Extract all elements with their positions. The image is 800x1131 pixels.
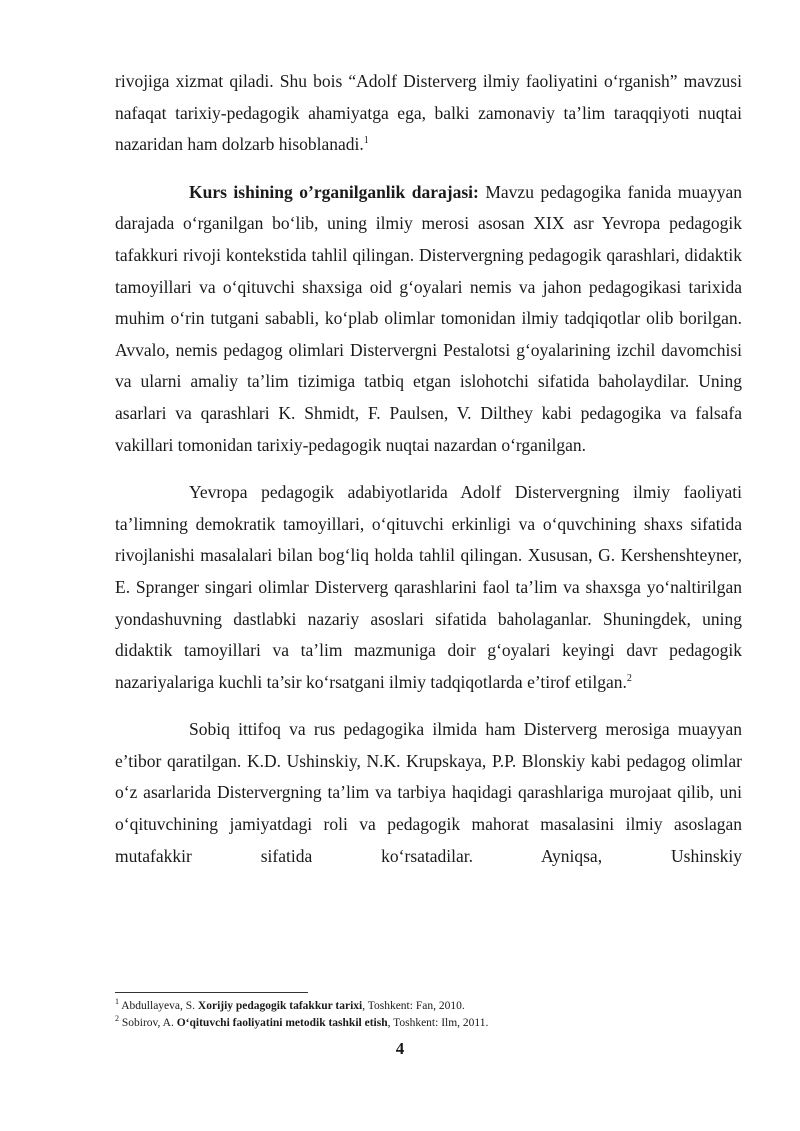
footnotes: [115, 992, 742, 1032]
paragraph-soviet-pedagogy: Sobiq ittifoq va rus pedagogika ilmida ham Disterverg merosiga muayyan e’tibor qaratilgan. K.D. Ushinskiy, N.K. Krupskaya, P.P. Blonskiy kabi pedagog olimlar o‘z asarlarida Distervergning ta’lim va tarbiya haqidagi qarashlariga murojaat qilib, uni o‘qituvchining jamiyatdagi roli va pedagogik mahorat masalasini ilmiy asoslagan mutafakkir sifatida ko‘rsatadilar. Ayniqsa, Ushinskiy: [115, 719, 742, 866]
section-heading: Kurs ishining o’rganilganlik darajasi:: [189, 181, 479, 202]
footnote-divider: [115, 992, 308, 993]
footnote-ref-1: 1: [363, 135, 369, 147]
page-number: 4: [395, 1039, 405, 1058]
footnote-1: $^1$ Abdullayeva, S. Xorijiy pedagogik tafakkur tarixi, Toshkent: Fan, 2010.: [115, 997, 465, 1012]
paragraph-intro-text: rivojiga xizmat qiladi. Shu bois “Adolf Disterverg ilmiy faoliyatini o‘rganish” mavzusi nafaqat tarixiy-pedagogik ahamiyatga ega, balki zamonaviy ta’lim taraqqiyoti nuqtai nazaridan ham dolzarb hisoblanadi.: [115, 71, 742, 155]
paragraph-european-literature-text: Yevropa pedagogik adabiyotlarida Adolf Distervergning ilmiy faoliyati ta’limning demokratik tamoyillari, o‘qituvchi erkinligi va o‘quvchining shaxs sifatida rivojlanishi masalalari bilan bog‘liq holda tahlil qilingan. Xususan, G. Kershenshteyner, E. Spranger singari olimlar Disterverg qarashlarini faol ta’lim va shaxsga yo‘naltirilgan yondashuvning dastlabki nazariy asoslari sifatida baholaganlar. Shuningdek, uning didaktik tamoyillari va ta’lim mazmuniga doir g‘oyalari keyingi davr pedagogik nazariyalariga kuchli ta’sir ko‘rsatgani ilmiy tadqiqotlarda e’tirof etilgan.: [115, 482, 742, 692]
paragraph-intro: [115, 66, 742, 161]
footnote-ref-2: 2: [626, 672, 632, 684]
paragraph-study-level-text: Mavzu pedagogika fanida muayyan darajada o‘rganilgan bo‘lib, uning ilmiy merosi asosan XIX asr Yevropa pedagogik tafakkuri rivoji kontekstida tahlil qilingan. Distervergning pedagogik qarashlari, didaktik tamoyillari va o‘qituvchi shaxsiga oid g‘oyalari nemis va jahon pedagogikasi tarixida muhim o‘rin tutgani sababli, ko‘plab olimlar tomonidan ilmiy tadqiqotlar olib borilgan. Avvalo, nemis pedagog olimlari Distervergni Pestalotsi g‘oyalarining izchil davomchisi va ularni amaliy ta’lim tizimiga tatbiq etgan islohotchi sifatida baholaydilar. Uning asarlari va qarashlari K. Shmidt, F. Paulsen, V. Dilthey kabi pedagogika va falsafa vakillari tomonidan tarixiy-pedagogik nuqtai nazardan o‘rganilgan.: [115, 181, 742, 455]
body-text: [115, 66, 742, 888]
footnote-2: $^2$ Sobirov, A. O‘qituvchi faoliyatini metodik tashkil etish, Toshkent: Ilm, 2011.: [115, 1014, 489, 1029]
paragraph-study-level: [115, 177, 742, 461]
paragraph-european-literature: [115, 477, 742, 698]
